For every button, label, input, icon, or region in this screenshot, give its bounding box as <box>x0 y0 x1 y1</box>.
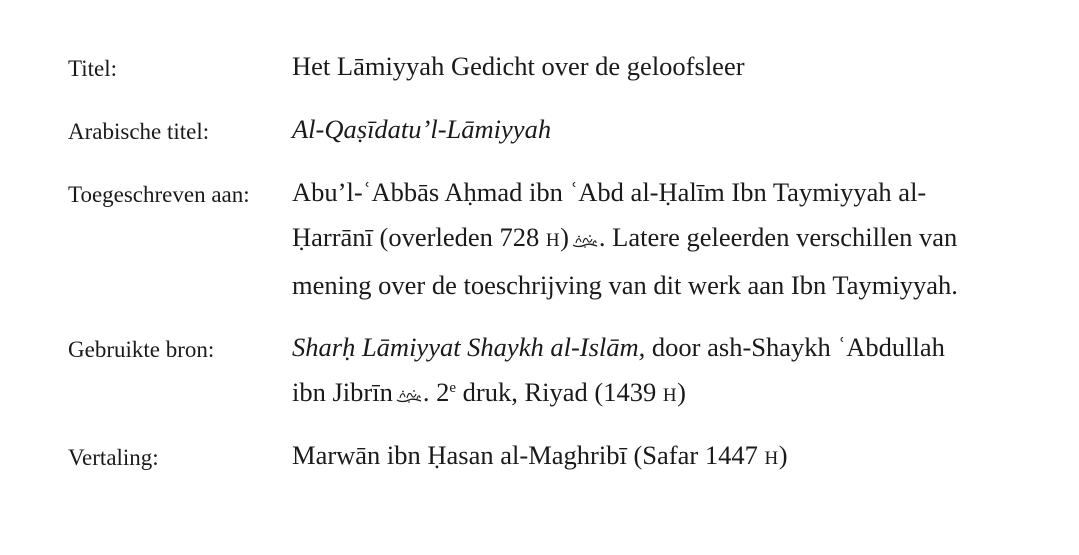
attributed-to-label: Toegeschreven aan: <box>68 182 250 207</box>
hijri-era-marker: H <box>662 385 678 406</box>
translation-row <box>68 439 1068 499</box>
rahimahullah-honorific-icon <box>572 234 598 248</box>
attributed-to-line-2 <box>292 215 1068 263</box>
attributed-to-row <box>68 176 1068 331</box>
edition-place-text: druk, Riyad (1439 <box>456 377 663 407</box>
translation-value <box>292 433 1068 481</box>
colophon-table <box>68 50 1068 499</box>
translation-label: Vertaling: <box>68 445 159 470</box>
death-date-text: Ḥarrānī (overleden 728 <box>292 222 546 252</box>
arabic-title-label: Arabische titel: <box>68 119 210 144</box>
attributed-to-line-3: mening over de toeschrijving van dit werk aan Ibn Taymiyyah. <box>292 270 958 300</box>
hijri-era-marker: H <box>545 230 561 251</box>
attributed-to-line-1: Abu’l-ʿAbbās Aḥmad ibn ʿAbd al-Ḥalīm Ibn Taymiyyah al- <box>292 177 927 207</box>
close-paren: ) <box>560 222 569 252</box>
hijri-era-marker: H <box>764 448 779 469</box>
translator-text: Marwān ibn Ḥasan al-Maghribī (Safar 1447 <box>292 440 765 470</box>
edition-number: . 2 <box>422 377 450 407</box>
edition-superscript: e <box>449 380 457 396</box>
source-book-title: Sharḥ Lāmiyyat Shaykh al-Islām, <box>292 332 646 362</box>
disagreement-text: . Latere geleerden verschillen van <box>598 222 958 252</box>
arabic-title-row <box>68 113 1068 176</box>
title-value: Het Lāmiyyah Gedicht over de geloofsleer <box>292 51 745 81</box>
title-label: Titel: <box>68 56 118 81</box>
close-paren: ) <box>677 377 686 407</box>
source-label: Gebruikte bron: <box>68 337 215 362</box>
arabic-title-value: Al-Qaṣīdatu’l-Lāmiyyah <box>292 114 552 144</box>
source-line-1 <box>292 325 1068 370</box>
source-author-text: door ash-Shaykh ʿAbdullah <box>645 332 945 362</box>
attributed-to-value <box>292 170 1068 308</box>
source-line-2 <box>292 370 1068 418</box>
close-paren: ) <box>778 440 788 470</box>
source-value <box>292 325 1068 418</box>
source-author-name: ibn Jibrīn <box>292 377 393 407</box>
rahimahullah-honorific-icon <box>396 389 422 403</box>
source-row <box>68 331 1068 439</box>
title-row <box>68 50 1068 113</box>
